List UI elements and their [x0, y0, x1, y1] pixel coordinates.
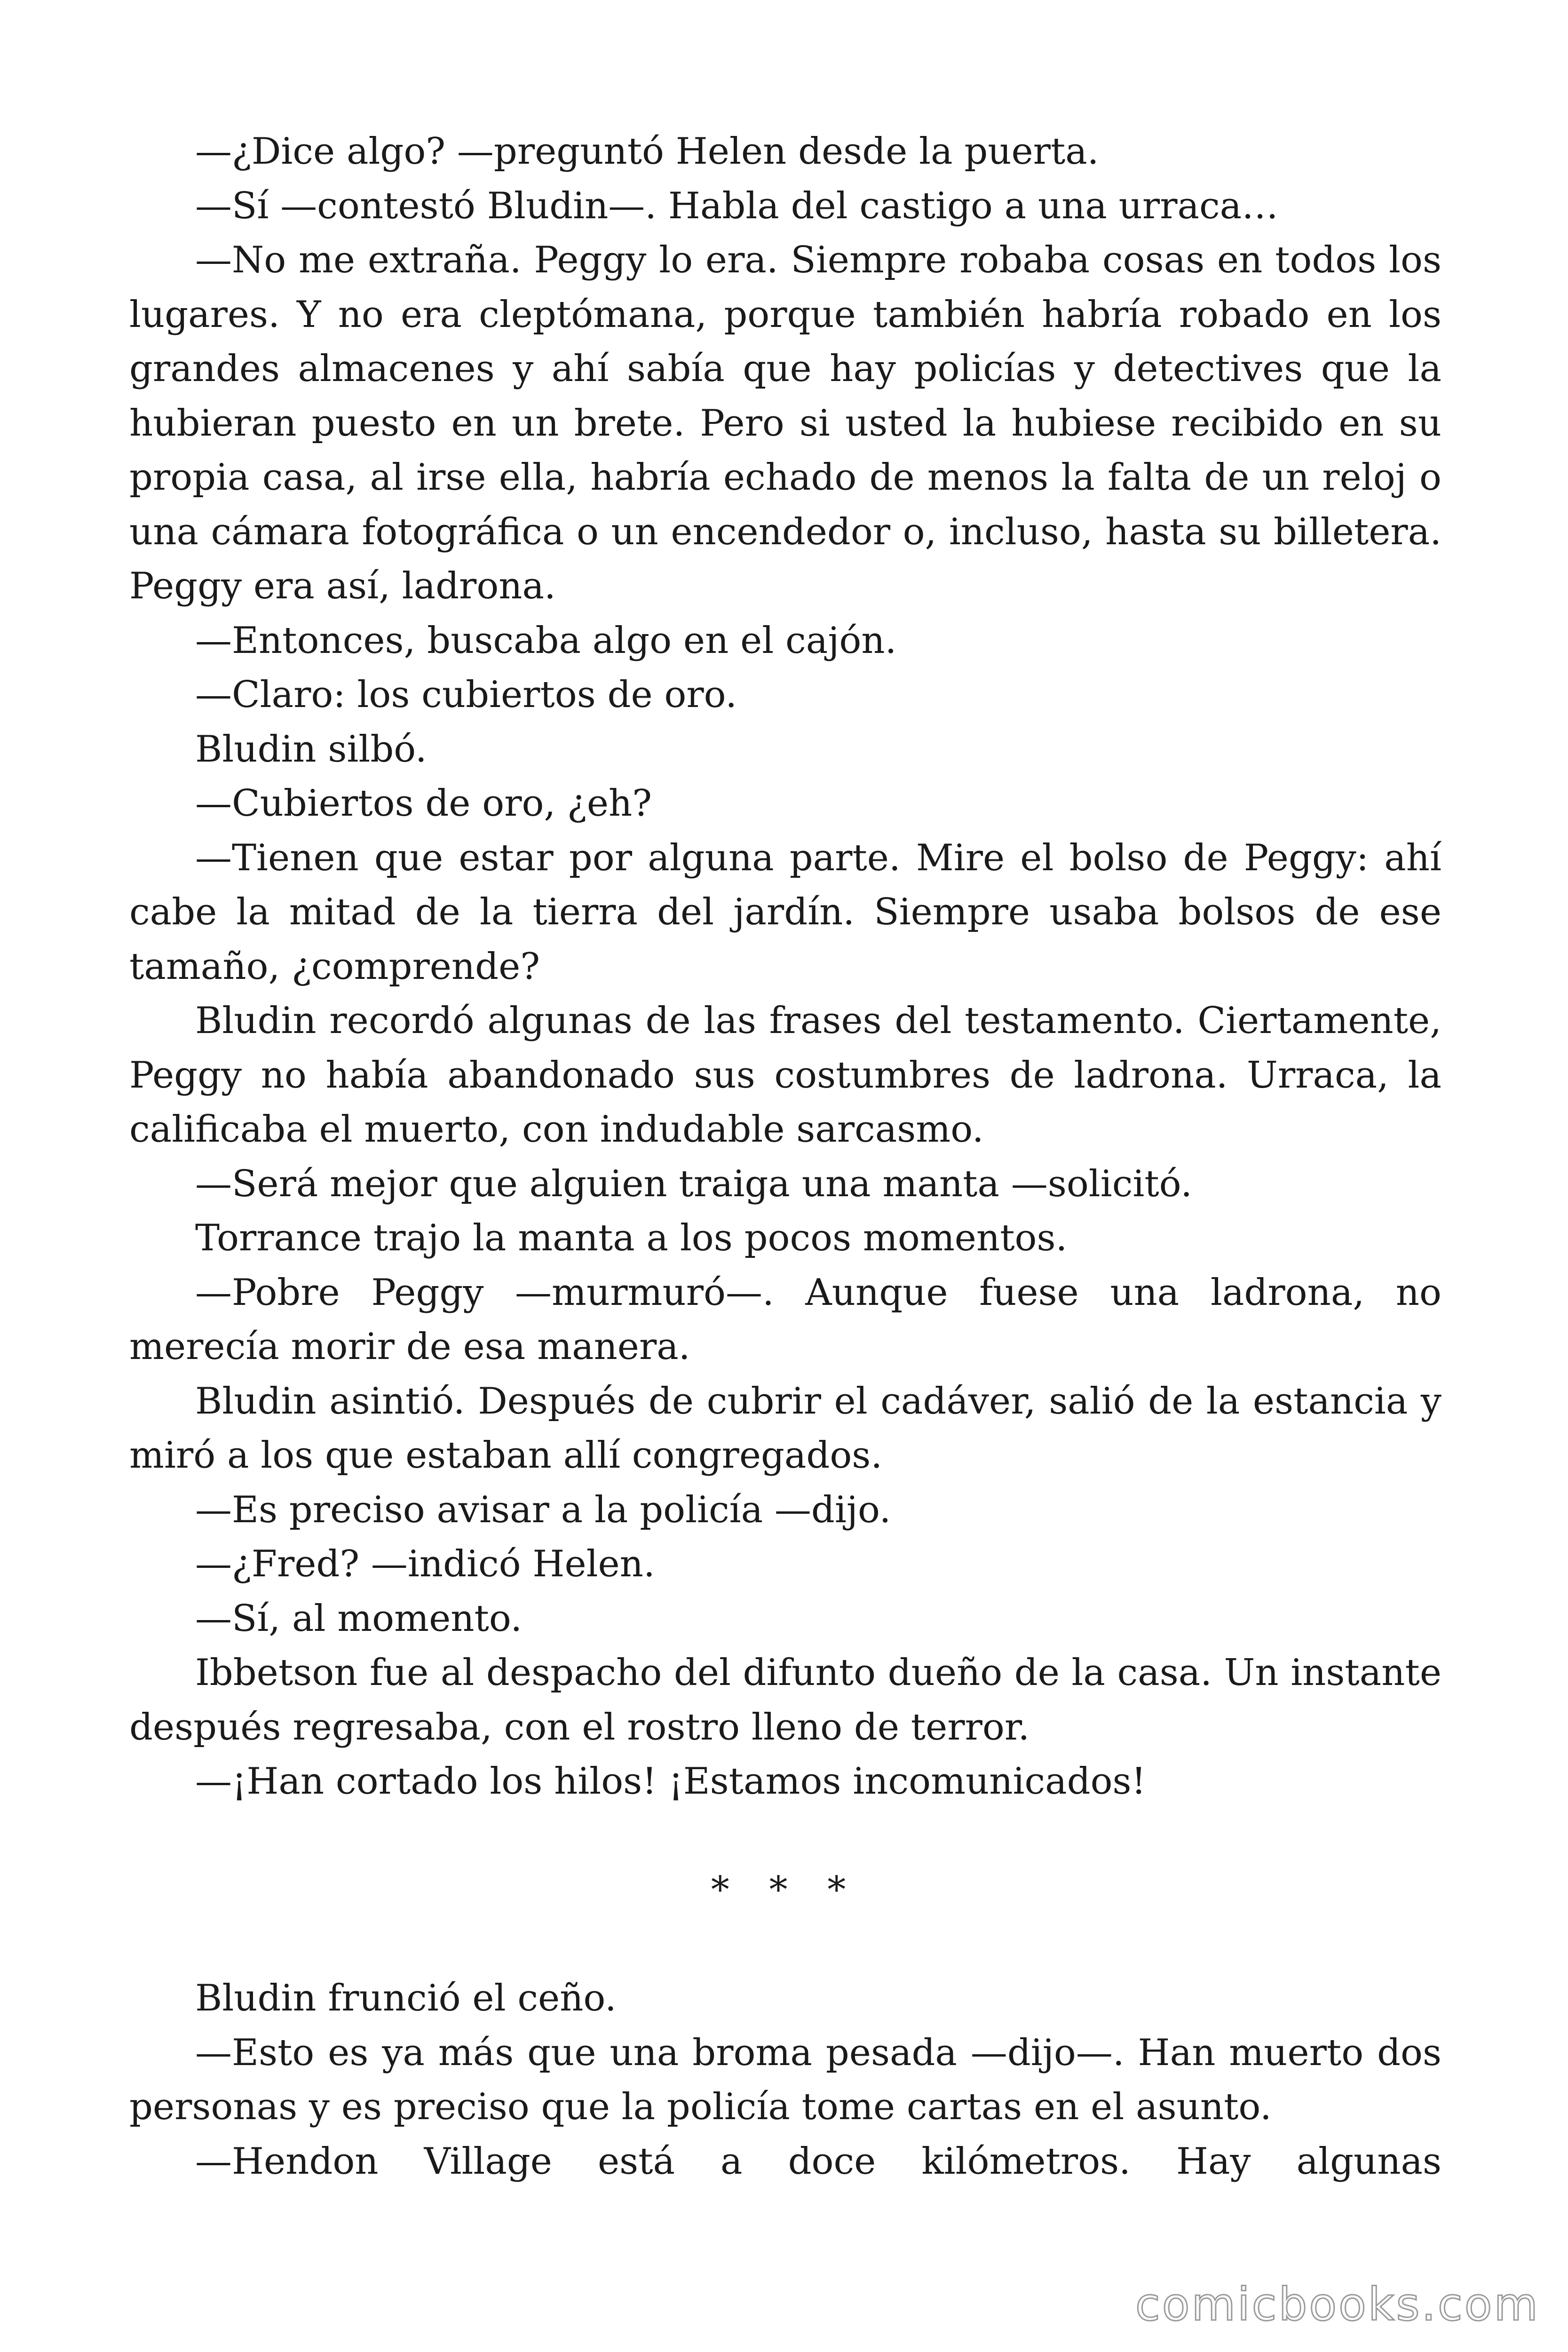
- paragraph: Ibbetson fue al despacho del difunto dueño de la casa. Un instante después regresaba, con el rostro lleno de terror.: [129, 1652, 1441, 1748]
- paragraph: —Pobre Peggy —murmuró—. Aunque fuese una ladrona, no merecía morir de esa manera.: [129, 1271, 1441, 1368]
- paragraph: Bludin frunció el ceño.: [195, 1977, 617, 2019]
- paragraph: —Claro: los cubiertos de oro.: [195, 674, 737, 716]
- section-separator: * * *: [711, 1868, 860, 1911]
- paragraph: —Tienen que estar por alguna parte. Mire el bolso de Peggy: ahí cabe la mitad de la tierra del jardín. Siempre usaba bolsos de ese tamaño, ¿comprende?: [129, 836, 1441, 988]
- paragraph: —No me extraña. Peggy lo era. Siempre robaba cosas en todos los lugares. Y no era cleptómana, porque también habría robado en los grandes almacenes y ahí sabía que hay policías y detectives que la hubieran puesto en un brete. Pero si usted la hubiese recibido en su propia casa, al irse ella, habría echado de menos la falta de un reloj o una cámara fotográfica o un encendedor o, incluso, hasta su billetera. Peggy era así, ladrona.: [129, 239, 1441, 607]
- paragraph: —¿Fred? —indicó Helen.: [195, 1543, 655, 1585]
- paragraph: Bludin silbó.: [195, 728, 427, 771]
- paragraph: —Esto es ya más que una broma pesada —dijo—. Han muerto dos personas y es preciso que la policía tome cartas en el asunto.: [129, 2031, 1441, 2128]
- paragraph: —Es preciso avisar a la policía —dijo.: [195, 1488, 891, 1531]
- paragraph: —Será mejor que alguien traiga una manta —solicitó.: [195, 1162, 1193, 1205]
- paragraph: Bludin asintió. Después de cubrir el cadáver, salió de la estancia y miró a los que estaban allí congregados.: [129, 1380, 1441, 1477]
- paragraph: —Cubiertos de oro, ¿eh?: [195, 782, 652, 825]
- paragraph: —¡Han cortado los hilos! ¡Estamos incomunicados!: [195, 1760, 1146, 1803]
- paragraph: Torrance trajo la manta a los pocos momentos.: [195, 1217, 1068, 1259]
- paragraph: —Sí —contestó Bludin—. Habla del castigo a una urraca…: [195, 184, 1279, 227]
- book-page: [129, 125, 1441, 2189]
- watermark-logo: comicbooks.com: [1135, 2278, 1540, 2331]
- paragraph: —Entonces, buscaba algo en el cajón.: [195, 619, 897, 662]
- paragraph: —Hendon Village está a doce kilómetros. Hay algunas: [195, 2140, 1441, 2183]
- paragraph: —Sí, al momento.: [195, 1597, 523, 1640]
- paragraph: —¿Dice algo? —preguntó Helen desde la puerta.: [195, 130, 1099, 173]
- paragraph: Bludin recordó algunas de las frases del testamento. Ciertamente, Peggy no había abandonado sus costumbres de ladrona. Urraca, la calificaba el muerto, con indudable sarcasmo.: [129, 1000, 1441, 1151]
